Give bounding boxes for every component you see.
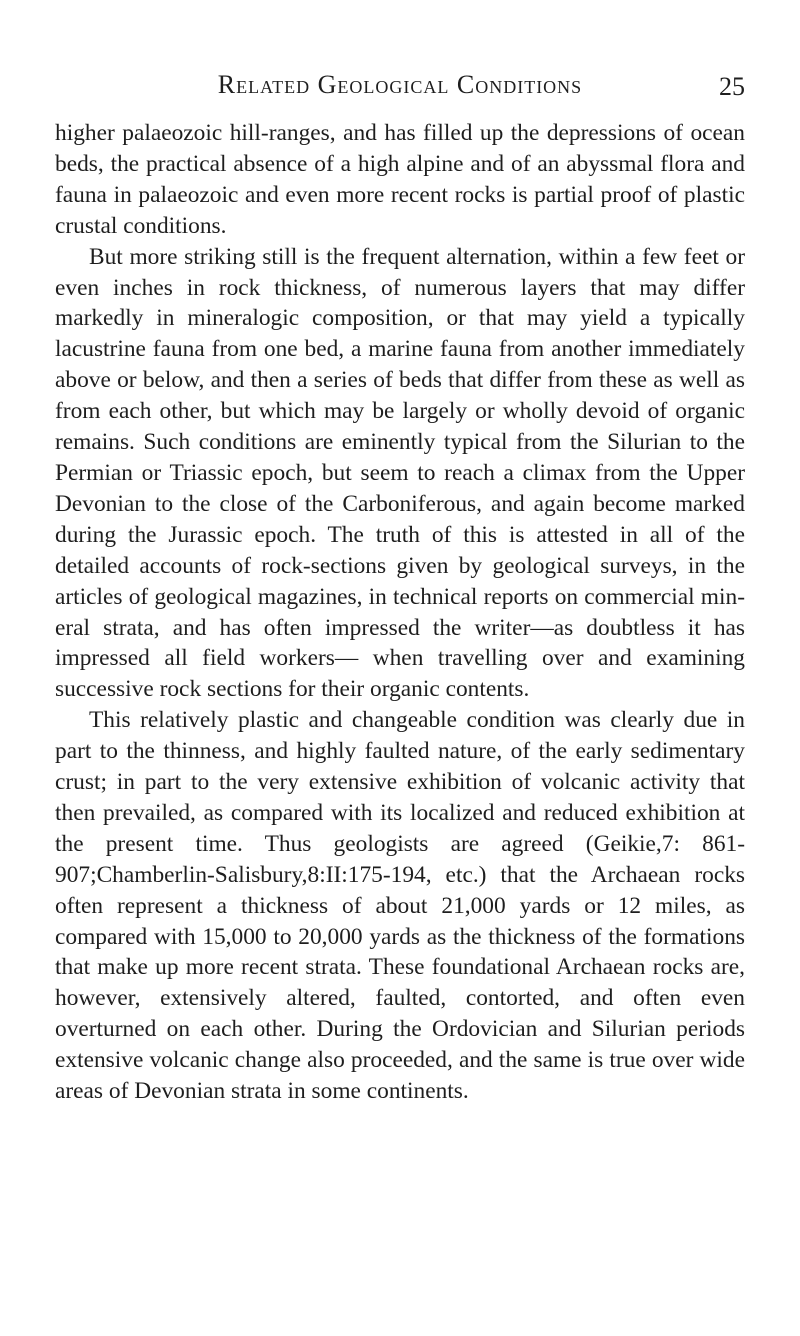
body-text bbox=[55, 118, 745, 1107]
paragraph-1: higher palaeozoic hill-ranges, and has filled up the depressions of ocean beds, the practical absence of a high alpine and of an abyssmal flora and fauna in palaeozoic and even more recent rocks is partial proof of plastic crustal conditions. bbox=[55, 120, 745, 239]
paragraph-2: But more striking still is the frequent alternation, within a few feet or even inches in rock thickness, of numerous layers that may differ markedly in mineralogic composition, or that may yield a typically lacustrine fauna from one bed, a marine fauna from another immediately above or below, and then a series of beds that differ from these as well as from each other, but which may be largely or wholly devoid of organic remains. Such conditions are eminently typical from the Silurian to the Permian or Triassic epoch, but seem to reach a climax from the Upper Devonian to the close of the Carboniferous, and again become marked during the Jurassic epoch. The truth of this is attested in all of the detailed accounts of rock-sections given by geological surveys, in the articles of geological magazines, in technical reports on commercial mineral strata, and has often impressed the writer—as doubtless it has impressed all field workers— when travelling over and examining successive rock sections for their organic contents. bbox=[55, 243, 745, 703]
paragraph-3: This relatively plastic and changeable condition was clearly due in part to the thinness, and highly faulted nature, of the early sedimentary crust; in part to the very extensive exhibition of volcanic activity that then prevailed, as compared with its localized and reduced exhibition at the present time. Thus geologists are agreed (Geikie,7: 861-907;Chamberlin-Salisbury,8:II:175-194, etc.) that the Archaean rocks often represent a thickness of about 21,000 yards or 12 miles, as compared with 15,000 to 20,000 yards as the thickness of the formations that make up more recent strata. These foundational Archaean rocks are, however, extensively altered, faulted, contorted, and often even overturned on each other. During the Ordovician and Silurian periods extensive volcanic change also proceeded, and the same is true over wide areas of Devonian strata in some continents. bbox=[55, 707, 745, 1105]
page-number: 25 bbox=[719, 72, 745, 101]
running-header: Related Geological Conditions bbox=[217, 70, 583, 99]
